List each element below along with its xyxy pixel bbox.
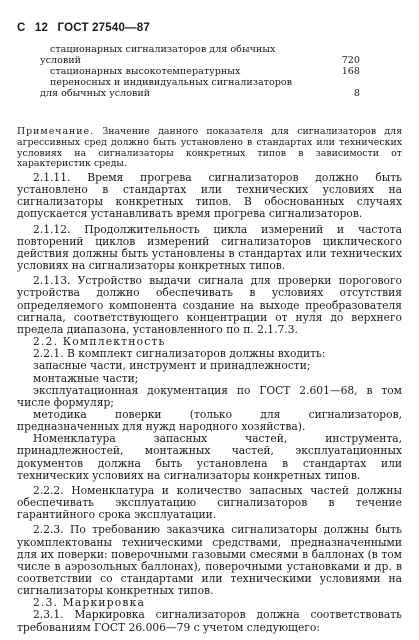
warmup-time-table [40,44,360,99]
paragraph-2-2-1: 2.2.1. В комплект сигнализаторов должны входить: [33,347,326,361]
document-body [17,172,402,634]
paragraph-2-1-11: 2.1.11. Время прогрева сигнализаторов должно быть установлено в стандартах или технических условиях на сигнализаторы конкретных типов. В обоснованных случаях допускается устанавливать время прогрева сигнализаторов. [17,171,402,221]
table-row [40,66,360,77]
section-heading-marking: 2.3. Маркировка [33,596,146,610]
table-row-label: стационарных высокотемпературных [50,66,241,77]
table-row-label: условий [40,55,82,66]
section-heading-completeness: 2.2. Комплектность [33,335,166,349]
paragraph-2-1-13: 2.1.13. Устройство выдачи сигнала для проверки порогового устройства должно обеспечивать в условиях отсутствия определяемого компонента создание на выходе преобразователя сигнала, соответствующего концентрации от нуля до верхнего предела диапазона, установленного по п. 2.1.7.3. [17,274,402,336]
list-item: эксплуатационная документация по ГОСТ 2.601—68, в том числе формуляр; [17,383,402,409]
paragraph-nomenclature: Номенклатура запасных частей, инструмента, принадлежностей, монтажных частей, эксплуатационных документов должна быть установлена в стандартах или технических условиях на сигнализаторы конкретных типов. [17,432,402,482]
standard-code: ГОСТ 27540—87 [57,22,150,34]
table-row [40,44,360,55]
table-row-value: 8 [353,88,360,99]
paragraph-2-3-1: 2.3.1. Маркировка сигнализаторов должна соответствовать требованиям ГОСТ 26.006—79 с учетом следующего: [17,608,402,634]
page-header [17,22,156,34]
table-row-label: стационарных сигнализаторов для обычных [50,44,276,55]
paragraph-2-2-3: 2.2.3. По требованию заказчика сигнализаторы должны быть укомплектованы техническими средствами, предназначенными для их поверки: поверочными газовыми смесями в баллонах (в том числе в аэрозольных баллонах), поверочными установками и др. в соответствии со стандартами или техническими условиями на сигнализаторы конкретных типов. [17,523,402,598]
page-number: 12 [34,22,49,34]
list-item: запасные части, инструмент и принадлежности; [33,359,311,373]
list-item: методика поверки (только для сигнализаторов, предназначенных для нужд народного хозяйства). [17,407,402,434]
table-row-value: 720 [341,55,360,66]
table-row-label: переносных и индивидуальных сигнализаторов [50,77,293,88]
table-row [40,55,360,66]
list-item: монтажные части; [33,371,139,385]
note-text: Значение данного показателя для сигнализаторов для агрессивных сред должно быть установлено в стандартах или технических условиях на сигнализаторы конкретных типов в зависимости от характеристик среды. [17,126,402,170]
table-row-value: 168 [341,66,360,77]
table-row [40,77,360,88]
paragraph-2-2-2: 2.2.2. Номенклатура и количество запасных частей должны обеспечивать эксплуатацию сигнализаторов в течение гарантийного срока эксплуатации. [17,483,402,522]
note-label: Примечание. [17,126,95,137]
table-row [40,88,360,99]
table-row-label: для обычных условий [40,88,151,99]
note-block [17,127,402,170]
header-prefix: С [17,22,26,34]
paragraph-2-1-12: 2.1.12. Продолжительность цикла измерений и частота повторений циклов измерений сигнализаторов циклического действия должны быть установлены в стандартах или технических условиях на сигнализаторы конкретных типов. [17,222,402,273]
